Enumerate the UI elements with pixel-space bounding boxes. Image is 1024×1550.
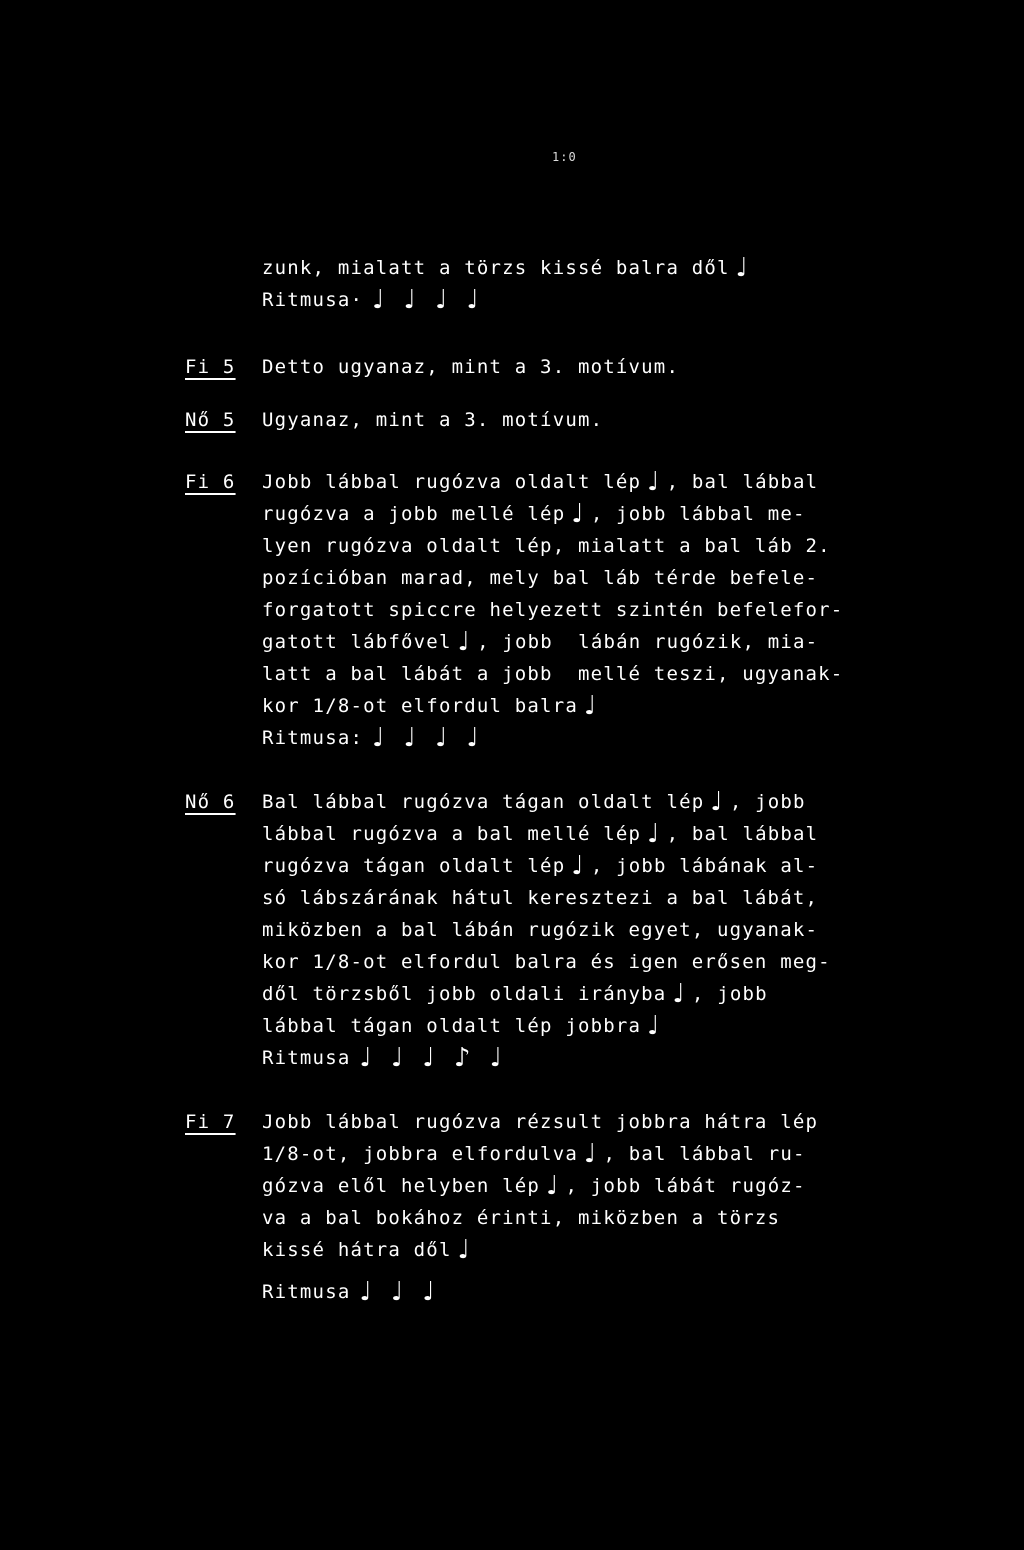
text-line: Detto ugyanaz, mint a 3. motívum. <box>262 356 680 378</box>
quarter-note-icon: ♩ <box>571 499 585 529</box>
text-line <box>262 819 819 849</box>
quarter-note-icon: ♩ <box>372 285 386 315</box>
section-label-no5: Nő 5 <box>185 409 236 431</box>
text-line <box>262 1235 477 1265</box>
section-label-fi6: Fi 6 <box>185 471 236 493</box>
text-segment: gatott lábfővel <box>262 631 452 653</box>
text-line <box>262 787 806 817</box>
quarter-note-icon: ♩ <box>466 723 480 753</box>
quarter-note-icon: ♩ <box>390 1277 405 1307</box>
rhythm-label: Ritmusa: <box>262 727 364 749</box>
quarter-note-icon: ♩ <box>571 851 585 881</box>
text-segment: , jobb <box>691 983 768 1005</box>
text-segment: , jobb lábát rugóz- <box>565 1175 806 1197</box>
quarter-note-icon: ♩ <box>672 979 686 1009</box>
text-line: forgatott spiccre helyezett szintén befelefor- <box>262 599 844 621</box>
rhythm-line <box>262 723 489 753</box>
text-line <box>262 1139 806 1169</box>
rhythm-label: Ritmusa <box>262 1281 351 1303</box>
section-label-fi7: Fi 7 <box>185 1111 236 1133</box>
quarter-note-icon: ♩ <box>583 1139 598 1169</box>
page-number: 1:0 <box>552 150 577 164</box>
text-segment: dől törzsből jobb oldali irányba <box>262 983 667 1005</box>
quarter-note-icon: ♩ <box>489 1043 504 1073</box>
text-line <box>262 691 603 721</box>
quarter-note-icon: ♩ <box>457 1235 472 1265</box>
text-segment: , jobb lábán rugózik, mia- <box>477 631 819 653</box>
text-segment: , bal lábbal <box>666 471 819 493</box>
text-segment: , jobb lábbal me- <box>590 503 806 525</box>
quarter-note-icon: ♩ <box>372 723 386 753</box>
text-line: Ugyanaz, mint a 3. motívum. <box>262 409 604 431</box>
text-segment: zunk, mialatt a törzs kissé balra dől <box>262 257 730 279</box>
text-segment: kor 1/8-ot elfordul balra <box>262 695 578 717</box>
text-line <box>262 499 806 529</box>
quarter-note-icon: ♩ <box>735 253 750 283</box>
quarter-note-icon: ♩ <box>647 467 661 497</box>
text-line <box>262 253 755 283</box>
quarter-note-icon: ♩ <box>422 1277 436 1307</box>
text-segment: Bal lábbal rugózva tágan oldalt lép <box>262 791 705 813</box>
quarter-note-icon: ♩ <box>359 1043 373 1073</box>
quarter-note-icon: ♩ <box>403 723 418 753</box>
text-segment: rugózva a jobb mellé lép <box>262 503 566 525</box>
quarter-note-icon: ♩ <box>435 723 449 753</box>
text-line: latt a bal lábát a jobb mellé teszi, ugyanak- <box>262 663 844 685</box>
text-segment: gózva elől helyben lép <box>262 1175 541 1197</box>
text-segment: , bal lábbal ru- <box>603 1143 806 1165</box>
quarter-note-icon: ♩ <box>403 285 418 315</box>
rhythm-line <box>262 1043 512 1073</box>
quarter-note-icon: ♩ <box>457 627 472 657</box>
quarter-note-icon: ♩ <box>583 691 598 721</box>
quarter-note-icon: ♩ <box>359 1277 373 1307</box>
quarter-note-icon: ♩ <box>435 285 449 315</box>
text-line: pozícióban marad, mely bal láb térde befele- <box>262 567 819 589</box>
section-label-fi5: Fi 5 <box>185 356 236 378</box>
quarter-note-icon: ♩ <box>422 1043 436 1073</box>
text-line <box>262 1011 667 1041</box>
text-segment: 1/8-ot, jobbra elfordulva <box>262 1143 578 1165</box>
quarter-note-icon: ♩ <box>710 787 724 817</box>
text-segment: , bal lábbal <box>666 823 819 845</box>
rhythm-line <box>262 1277 445 1307</box>
rhythm-label: Ritmusa <box>262 1047 351 1069</box>
rhythm-line <box>262 285 489 315</box>
text-segment: lábbal tágan oldalt lép jobbra <box>262 1015 642 1037</box>
quarter-note-icon: ♩ <box>466 285 480 315</box>
section-label-no6: Nő 6 <box>185 791 236 813</box>
text-line: só lábszárának hátul keresztezi a bal lábát, <box>262 887 819 909</box>
text-segment: , jobb <box>729 791 806 813</box>
text-segment: kissé hátra dől <box>262 1239 452 1261</box>
eighth-note-icon: ♪ <box>453 1043 472 1073</box>
text-segment: , jobb lábának al- <box>590 855 819 877</box>
rhythm-label: Ritmusa· <box>262 289 364 311</box>
text-line: miközben a bal lábán rugózik egyet, ugyanak- <box>262 919 819 941</box>
quarter-note-icon: ♩ <box>647 1011 661 1041</box>
text-line: lyen rugózva oldalt lép, mialatt a bal láb 2. <box>262 535 831 557</box>
text-line <box>262 851 819 881</box>
text-line <box>262 627 819 657</box>
quarter-note-icon: ♩ <box>390 1043 405 1073</box>
text-line <box>262 979 768 1009</box>
text-line <box>262 467 819 497</box>
text-segment: lábbal rugózva a bal mellé lép <box>262 823 642 845</box>
quarter-note-icon: ♩ <box>647 819 661 849</box>
quarter-note-icon: ♩ <box>546 1171 560 1201</box>
text-line <box>262 1171 806 1201</box>
text-segment: Jobb lábbal rugózva oldalt lép <box>262 471 642 493</box>
text-line: Jobb lábbal rugózva rézsult jobbra hátra lép <box>262 1111 819 1133</box>
text-segment: rugózva tágan oldalt lép <box>262 855 566 877</box>
text-line: va a bal bokához érinti, miközben a törzs <box>262 1207 781 1229</box>
text-line: kor 1/8-ot elfordul balra és igen erősen meg- <box>262 951 831 973</box>
